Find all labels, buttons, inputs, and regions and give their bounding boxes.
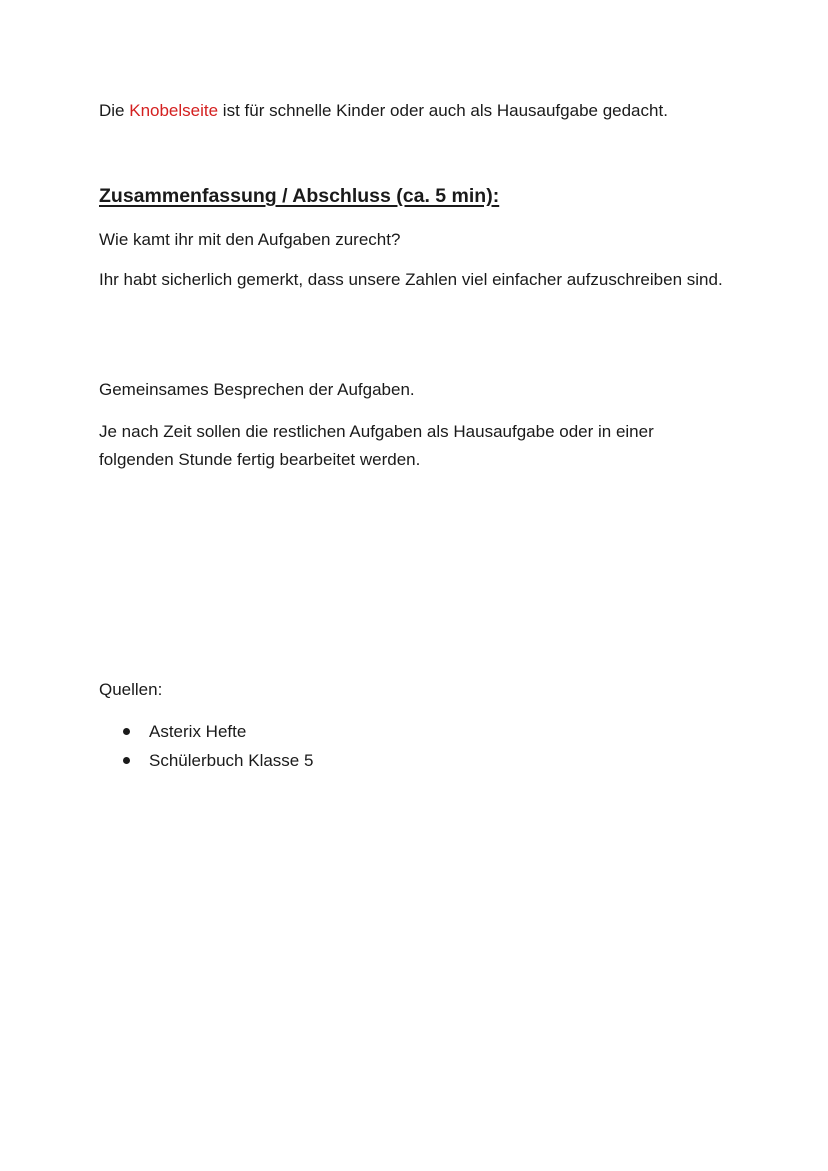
- numbers-remark-paragraph: Ihr habt sicherlich gemerkt, dass unsere Zahlen viel einfacher aufzuschreiben sind.: [99, 270, 723, 289]
- bullet-icon: [123, 728, 130, 735]
- section-heading: Zusammenfassung / Abschluss (ca. 5 min):: [99, 185, 500, 207]
- source-item-label: Asterix Hefte: [149, 722, 247, 741]
- bullet-icon: [123, 757, 130, 764]
- knobelseite-highlight: Knobelseite: [129, 101, 219, 120]
- list-item: [99, 717, 313, 746]
- question-paragraph: Wie kamt ihr mit den Aufgaben zurecht?: [99, 230, 401, 249]
- list-item: [99, 746, 313, 775]
- intro-prefix: Die: [99, 101, 130, 120]
- discussion-paragraph: Gemeinsames Besprechen der Aufgaben.: [99, 380, 415, 399]
- sources-list: [99, 717, 313, 775]
- source-item-label: Schülerbuch Klasse 5: [149, 751, 314, 770]
- sources-label: Quellen:: [99, 680, 163, 699]
- remaining-tasks-paragraph: Je nach Zeit sollen die restlichen Aufgaben als Hausaufgabe oder in einer folgenden Stunde fertig bearbeitet werden.: [99, 422, 654, 469]
- intro-suffix: ist für schnelle Kinder oder auch als Hausaufgabe gedacht.: [218, 101, 668, 120]
- intro-paragraph: [99, 97, 729, 125]
